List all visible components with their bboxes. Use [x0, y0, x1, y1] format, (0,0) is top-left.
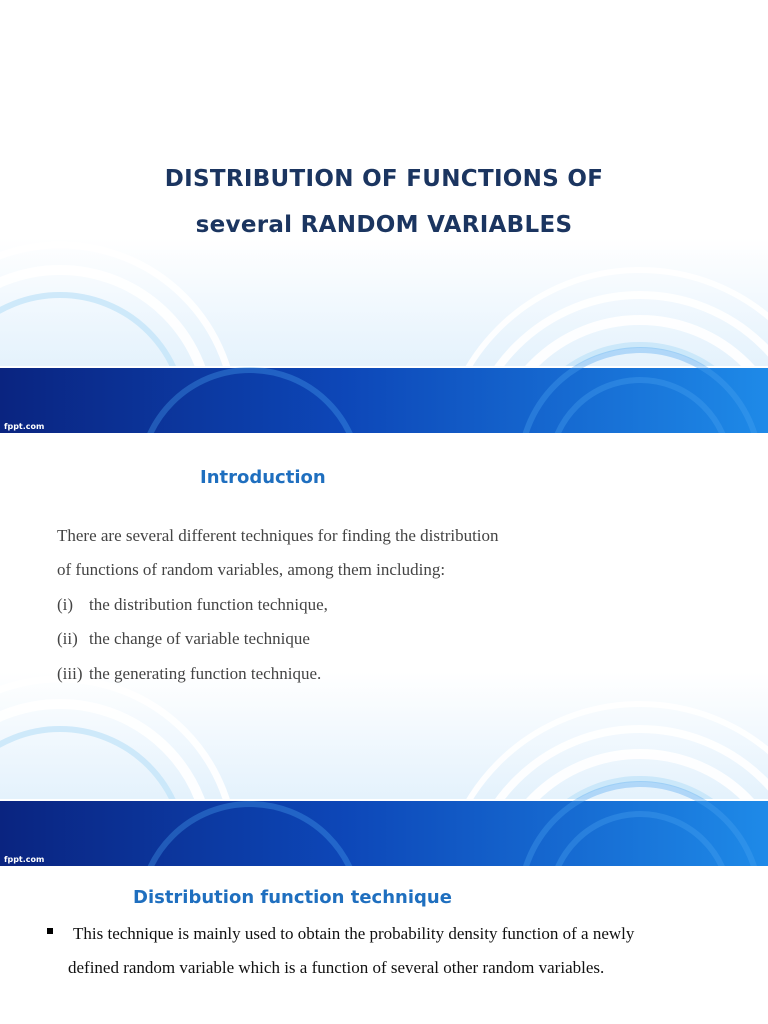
list-item — [57, 595, 328, 615]
slide-heading: Introduction — [200, 467, 326, 488]
slide-heading: Distribution function technique — [133, 887, 452, 908]
bullet-square-icon — [47, 928, 53, 934]
distribution-function-slide — [0, 867, 768, 1024]
list-item-number: (ii) — [57, 629, 78, 648]
list-item-number: (iii) — [57, 664, 83, 683]
paragraph-line-1: There are several different techniques for finding the distribution — [57, 526, 499, 545]
bullet-text-line-1: This technique is mainly used to obtain the probability density function of a newly — [73, 924, 635, 943]
slide-background — [0, 434, 768, 866]
list-item-text: the change of variable technique — [89, 629, 310, 648]
list-item — [57, 629, 310, 649]
list-item-text: the generating function technique. — [89, 664, 322, 683]
list-item-number: (i) — [57, 595, 74, 614]
footer-logo: fppt.com — [4, 422, 45, 431]
bullet-text-line-2: defined random variable which is a function of several other random variables. — [68, 958, 605, 977]
list-item-text: the distribution function technique, — [89, 595, 328, 614]
introduction-slide — [0, 434, 768, 866]
slide-title-line-2: several RANDOM VARIABLES — [195, 212, 573, 238]
list-item — [57, 664, 321, 684]
paragraph-line-2: of functions of random variables, among them including: — [57, 560, 446, 579]
footer-logo: fppt.com — [4, 855, 45, 864]
slide-title-line-1: DISTRIBUTION OF FUNCTIONS OF — [164, 166, 604, 192]
title-slide — [0, 0, 768, 433]
